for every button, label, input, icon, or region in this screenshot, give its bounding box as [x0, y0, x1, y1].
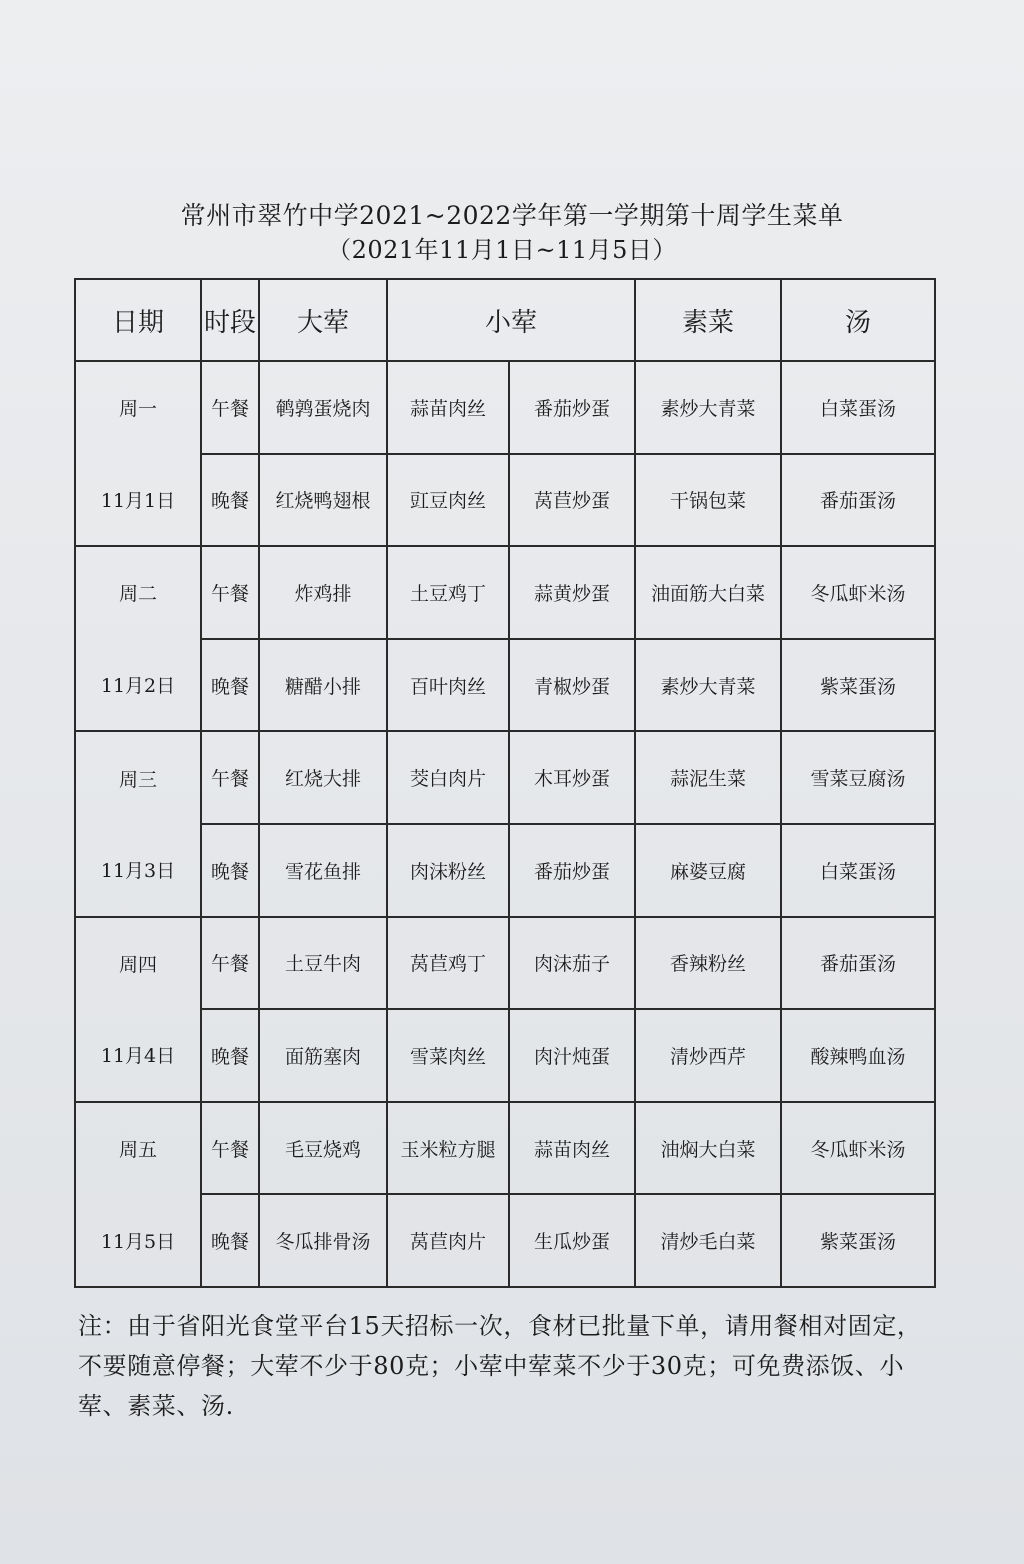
main-dish: 冬瓜排骨汤	[259, 1194, 387, 1287]
side-dish-1: 肉沫粉丝	[387, 824, 509, 917]
vegetable-dish: 干锅包菜	[635, 454, 781, 547]
main-dish: 面筋塞肉	[259, 1009, 387, 1102]
side-dish-1: 百叶肉丝	[387, 639, 509, 732]
side-dish-1: 莴苣肉片	[387, 1194, 509, 1287]
meal-period: 午餐	[201, 917, 259, 1010]
vegetable-dish: 蒜泥生菜	[635, 731, 781, 824]
meal-period: 晚餐	[201, 454, 259, 547]
side-dish-2: 番茄炒蛋	[509, 361, 635, 454]
soup-dish: 白菜蛋汤	[781, 824, 935, 917]
side-dish-2: 蒜苗肉丝	[509, 1102, 635, 1195]
header-main-meat: 大荤	[259, 279, 387, 361]
meal-row	[75, 546, 935, 639]
side-dish-2: 蒜黄炒蛋	[509, 546, 635, 639]
soup-dish: 冬瓜虾米汤	[781, 1102, 935, 1195]
day-date: 11月4日	[75, 1009, 201, 1102]
day-name: 周五	[75, 1102, 201, 1195]
vegetable-dish: 清炒西芹	[635, 1009, 781, 1102]
meal-period: 午餐	[201, 546, 259, 639]
menu-body	[75, 361, 935, 1287]
menu-date-range: （2021年11月1日~11月5日）	[327, 236, 677, 264]
meal-row	[75, 454, 935, 547]
main-dish: 鹌鹑蛋烧肉	[259, 361, 387, 454]
header-period: 时段	[201, 279, 259, 361]
day-name: 周二	[75, 546, 201, 639]
meal-row	[75, 917, 935, 1010]
meal-period: 晚餐	[201, 639, 259, 732]
header-side-meat: 小荤	[387, 279, 635, 361]
day-date: 11月5日	[75, 1194, 201, 1287]
meal-period: 晚餐	[201, 1009, 259, 1102]
vegetable-dish: 油焖大白菜	[635, 1102, 781, 1195]
side-dish-1: 蒜苗肉丝	[387, 361, 509, 454]
side-dish-1: 玉米粒方腿	[387, 1102, 509, 1195]
side-dish-1: 雪菜肉丝	[387, 1009, 509, 1102]
vegetable-dish: 清炒毛白菜	[635, 1194, 781, 1287]
vegetable-dish: 素炒大青菜	[635, 361, 781, 454]
side-dish-1: 莴苣鸡丁	[387, 917, 509, 1010]
side-dish-1: 土豆鸡丁	[387, 546, 509, 639]
main-dish: 雪花鱼排	[259, 824, 387, 917]
meal-row	[75, 1102, 935, 1195]
day-name: 周三	[75, 731, 201, 824]
main-dish: 毛豆烧鸡	[259, 1102, 387, 1195]
header-vegetable: 素菜	[635, 279, 781, 361]
soup-dish: 冬瓜虾米汤	[781, 546, 935, 639]
vegetable-dish: 油面筋大白菜	[635, 546, 781, 639]
vegetable-dish: 素炒大青菜	[635, 639, 781, 732]
meal-row	[75, 361, 935, 454]
meal-row	[75, 731, 935, 824]
side-dish-2: 青椒炒蛋	[509, 639, 635, 732]
meal-row	[75, 824, 935, 917]
main-dish: 红烧大排	[259, 731, 387, 824]
header-soup: 汤	[781, 279, 935, 361]
menu-title: 常州市翠竹中学2021~2022学年第一学期第十周学生菜单	[180, 201, 844, 230]
menu-table	[74, 278, 936, 1288]
side-dish-2: 番茄炒蛋	[509, 824, 635, 917]
side-dish-2: 木耳炒蛋	[509, 731, 635, 824]
side-dish-2: 肉沫茄子	[509, 917, 635, 1010]
menu-note: 注：由于省阳光食堂平台15天招标一次，食材已批量下单，请用餐相对固定，不要随意停餐；大荤不少于80克；小荤中荤菜不少于30克；可免费添饭、小荤、素菜、汤.	[78, 1312, 922, 1420]
meal-row	[75, 1009, 935, 1102]
day-date: 11月2日	[75, 639, 201, 732]
meal-period: 晚餐	[201, 1194, 259, 1287]
header-date: 日期	[75, 279, 201, 361]
meal-period: 晚餐	[201, 824, 259, 917]
day-name: 周四	[75, 917, 201, 1010]
meal-period: 午餐	[201, 361, 259, 454]
soup-dish: 雪菜豆腐汤	[781, 731, 935, 824]
soup-dish: 酸辣鸭血汤	[781, 1009, 935, 1102]
day-date: 11月1日	[75, 454, 201, 547]
side-dish-1: 豇豆肉丝	[387, 454, 509, 547]
vegetable-dish: 香辣粉丝	[635, 917, 781, 1010]
soup-dish: 紫菜蛋汤	[781, 1194, 935, 1287]
side-dish-2: 生瓜炒蛋	[509, 1194, 635, 1287]
vegetable-dish: 麻婆豆腐	[635, 824, 781, 917]
main-dish: 土豆牛肉	[259, 917, 387, 1010]
side-dish-2: 肉汁炖蛋	[509, 1009, 635, 1102]
main-dish: 红烧鸭翅根	[259, 454, 387, 547]
main-dish: 炸鸡排	[259, 546, 387, 639]
day-date: 11月3日	[75, 824, 201, 917]
soup-dish: 白菜蛋汤	[781, 361, 935, 454]
meal-period: 午餐	[201, 1102, 259, 1195]
soup-dish: 番茄蛋汤	[781, 917, 935, 1010]
side-dish-1: 茭白肉片	[387, 731, 509, 824]
meal-row	[75, 1194, 935, 1287]
meal-row	[75, 639, 935, 732]
meal-period: 午餐	[201, 731, 259, 824]
side-dish-2: 莴苣炒蛋	[509, 454, 635, 547]
soup-dish: 番茄蛋汤	[781, 454, 935, 547]
day-name: 周一	[75, 361, 201, 454]
main-dish: 糖醋小排	[259, 639, 387, 732]
soup-dish: 紫菜蛋汤	[781, 639, 935, 732]
header-row	[75, 279, 935, 361]
